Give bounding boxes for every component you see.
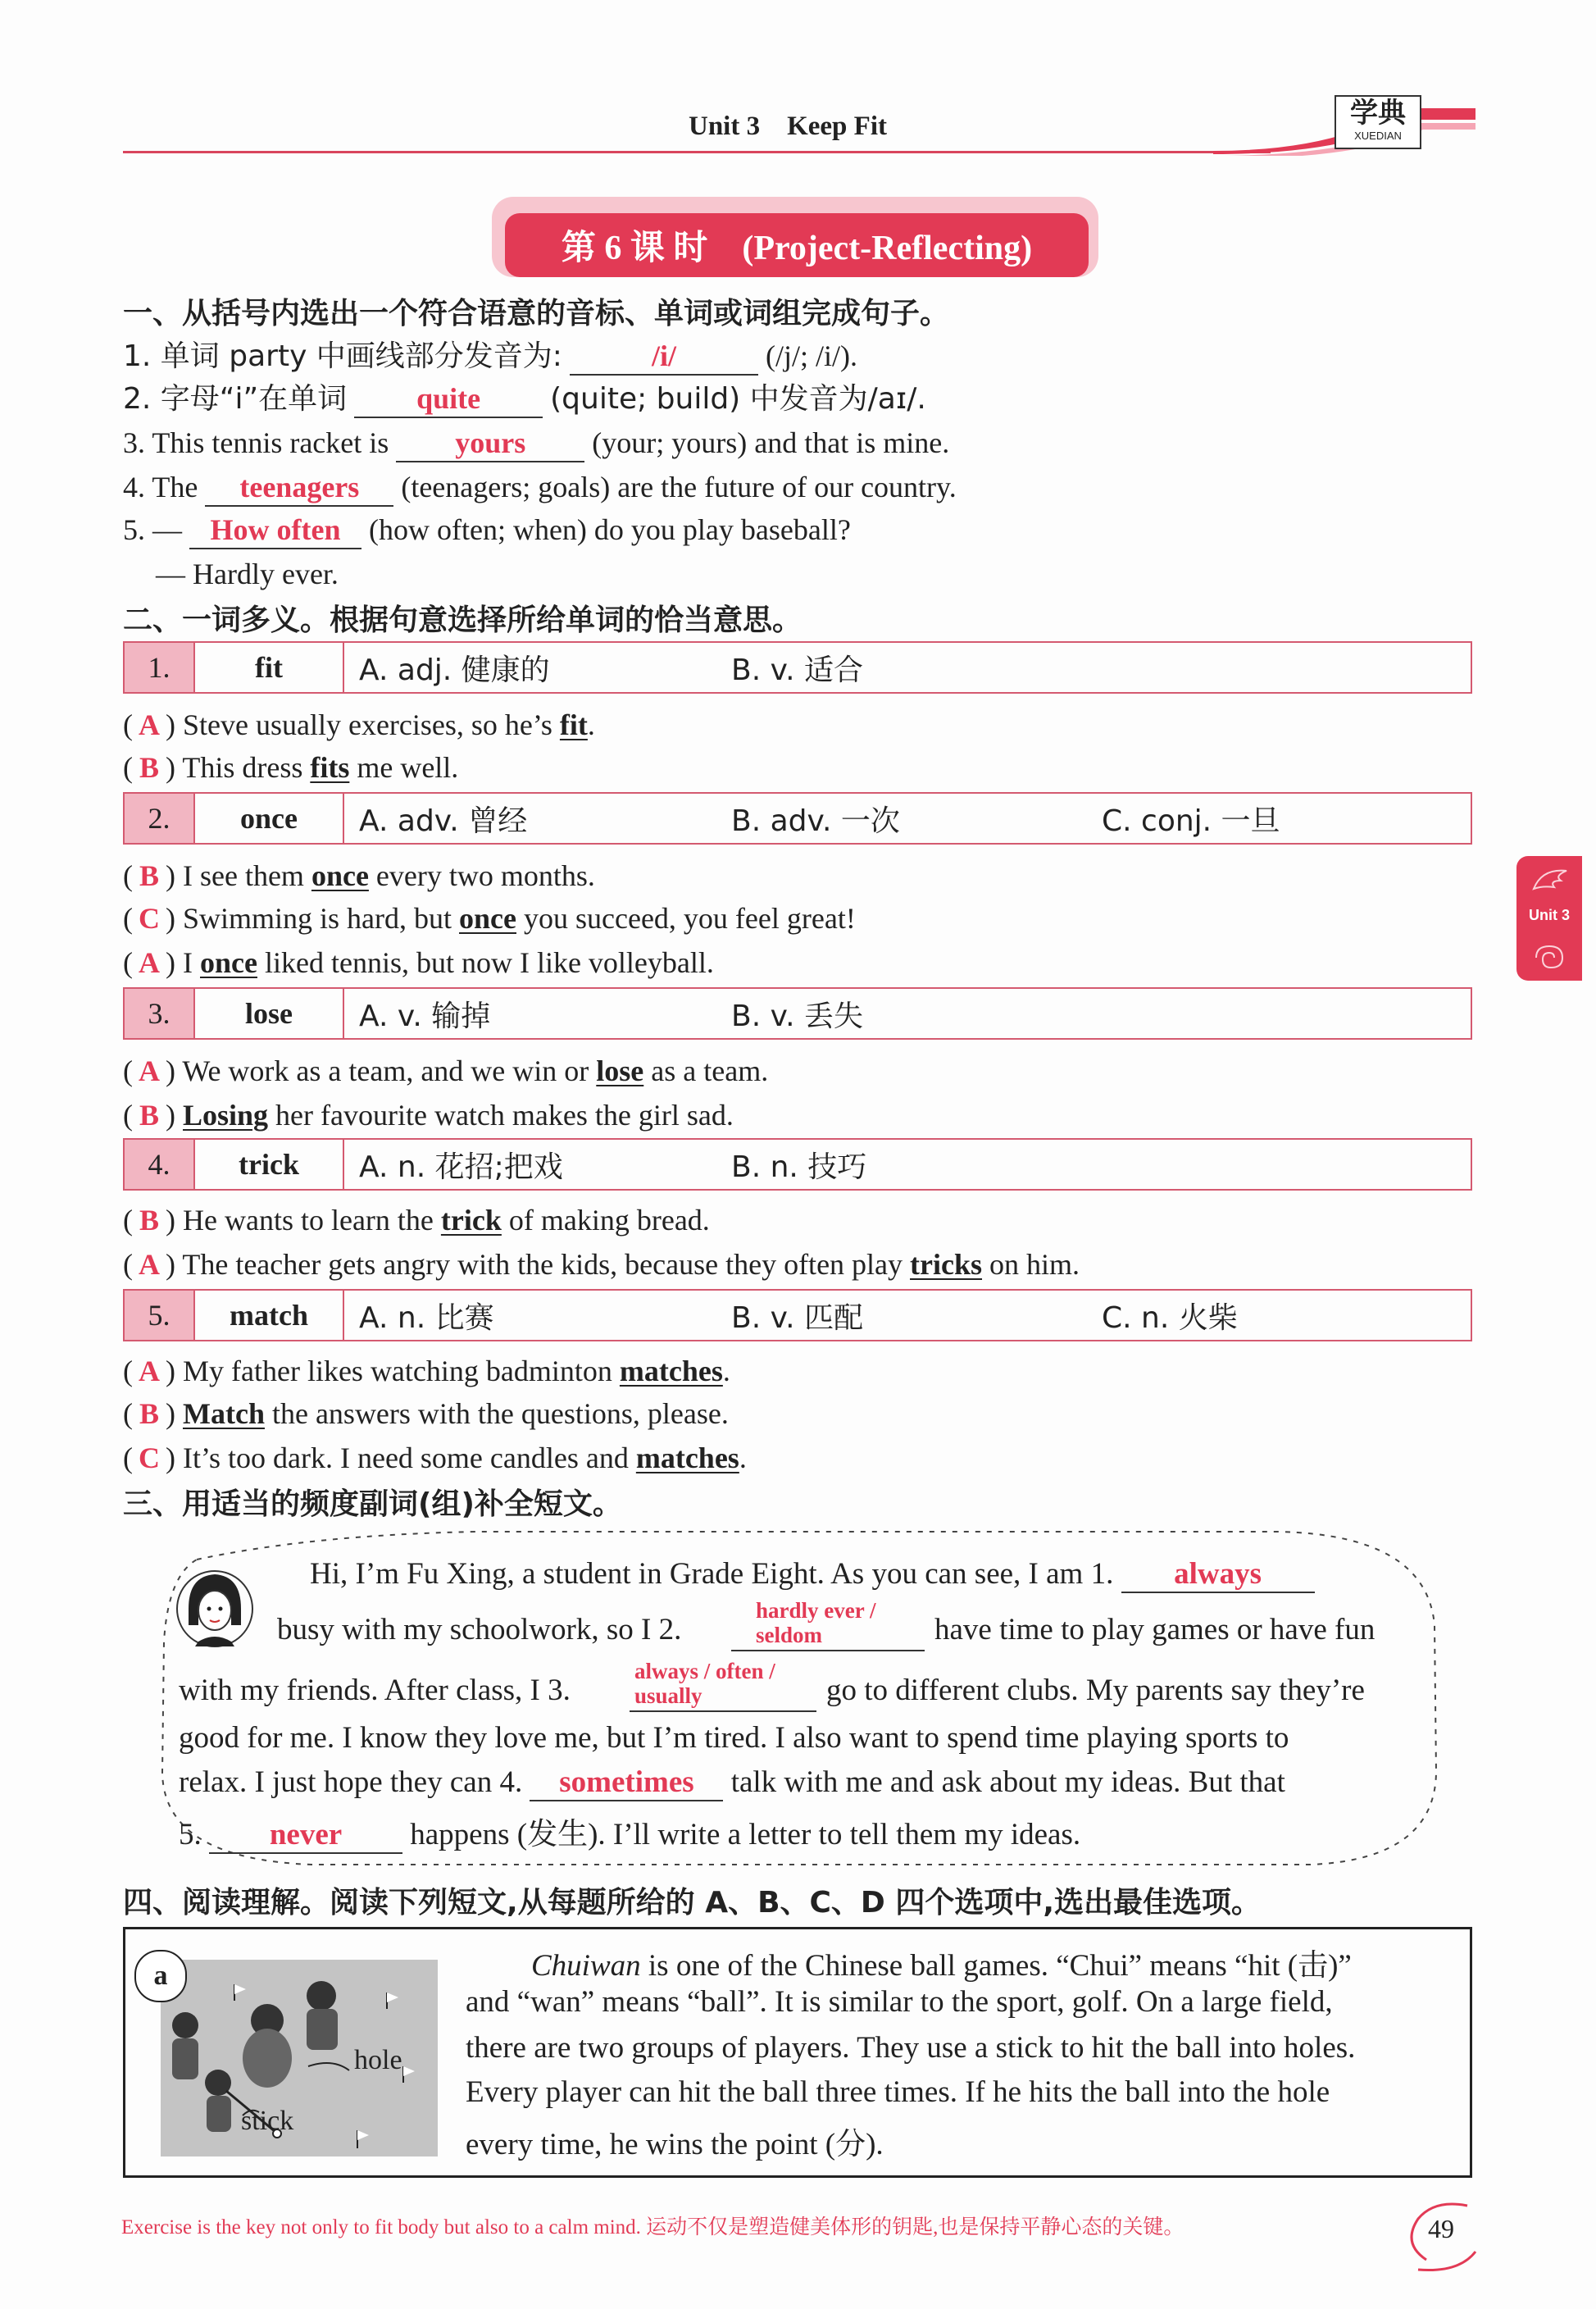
s3-line5 — [179, 1765, 1285, 1801]
s2-key: matches — [619, 1355, 723, 1387]
s2-post: her favourite watch makes the girl sad. — [268, 1099, 734, 1132]
s1-answer: teenagers — [239, 471, 360, 503]
s2-sentence: ( A ) The teacher gets angry with the kids, because they often play tricks on him. — [123, 1248, 1080, 1281]
side-tab — [1516, 856, 1582, 981]
word: match — [195, 1291, 344, 1340]
option-b: B. v. 适合 — [731, 653, 863, 687]
s1-item-1 — [123, 338, 857, 376]
passage-line1 — [531, 1940, 1352, 1984]
logo — [1335, 95, 1421, 149]
s2-sentence: ( B ) He wants to learn the trick of making bread. — [123, 1204, 710, 1236]
s3-line3a: with my friends. After class, I 3. — [179, 1674, 571, 1707]
s1-item-2 — [123, 380, 926, 418]
option-c: C. n. 火柴 — [1102, 1300, 1238, 1335]
lesson-title-text: 第 6 课 时 (Project-Reflecting) — [561, 230, 1033, 267]
s3-answer-1: always — [1174, 1557, 1262, 1591]
s1-blank — [396, 425, 584, 462]
s2-post: . — [722, 1355, 730, 1387]
s2-key: once — [311, 859, 369, 892]
s2-post: me well. — [349, 751, 459, 784]
passage-line3: there are two groups of players. They use a stick to hit the ball into holes. — [466, 2031, 1356, 2065]
s1-pre: 3. This tennis racket is — [123, 426, 389, 459]
option-c: C. conj. 一旦 — [1102, 804, 1280, 838]
word-box-fit — [123, 641, 1472, 694]
word-box-trick — [123, 1138, 1472, 1191]
s2-sentence: ( B ) Match the answers with the questions, please. — [123, 1397, 729, 1430]
footer-quote: Exercise is the key not only to fit body but also to a calm mind. 运动不仅是塑造健美体形的钥匙,也是保持平静心态的关键。 — [121, 2216, 1184, 2238]
s3-line6 — [179, 1809, 1080, 1854]
word-num: 2. — [125, 794, 195, 843]
lesson-title — [505, 213, 1089, 277]
s2-sentence: ( A ) My father likes watching badminton matches. — [123, 1355, 730, 1387]
word-num: 4. — [125, 1140, 195, 1189]
word-num: 3. — [125, 989, 195, 1038]
word-box-match — [123, 1289, 1472, 1341]
option-b: B. v. 丢失 — [731, 999, 863, 1033]
word: lose — [195, 989, 344, 1038]
s2-post: liked tennis, but now I like volleyball. — [257, 946, 714, 979]
s1-pre: 4. The — [123, 471, 198, 503]
s3-answer-3b: usually — [634, 1683, 703, 1708]
s2-post: of making bread. — [501, 1204, 710, 1236]
s2-key: once — [200, 946, 257, 979]
section1-title: 一、从括号内选出一个符合语意的音标、单词或词组完成句子。 — [123, 297, 950, 330]
s3-text: talk with me and ask about my ideas. But that — [730, 1765, 1285, 1799]
s2-answer: B — [139, 751, 159, 784]
wing-icon — [1530, 864, 1571, 897]
s3-line3b: go to different clubs. My parents say they’re — [826, 1674, 1365, 1707]
s1-item-5 — [123, 512, 851, 549]
word-num: 1. — [125, 643, 195, 692]
s1-answer: /i/ — [651, 339, 676, 372]
s3-line4: good for me. I know they love me, but I’m tired. I also want to spend time playing sports to — [179, 1721, 1289, 1755]
s2-post: you succeed, you feel great! — [516, 902, 856, 935]
s2-answer: C — [139, 902, 160, 935]
s2-key: Match — [183, 1397, 265, 1430]
s2-post: on him. — [982, 1248, 1080, 1281]
s2-answer: A — [139, 1248, 160, 1281]
s2-sentence: ( B ) This dress fits me well. — [123, 751, 459, 784]
s1-item-3 — [123, 425, 949, 462]
s3-answer-2a: hardly ever / — [756, 1598, 876, 1623]
s2-key: matches — [635, 1441, 739, 1474]
s1-post: (your; yours) and that is mine. — [592, 426, 950, 459]
s1-blank — [205, 469, 393, 507]
s1-blank — [189, 512, 361, 549]
logo-en: XUEDIAN — [1354, 130, 1402, 142]
s3-answer-5: never — [269, 1818, 343, 1851]
side-tab-label: Unit 3 — [1528, 907, 1570, 923]
passage-text: is one of the Chinese ball games. “Chui” means “hit (击)” — [640, 1949, 1352, 1983]
s2-post: . — [739, 1441, 747, 1474]
s2-answer: B — [139, 1099, 159, 1132]
word-box-lose — [123, 987, 1472, 1040]
s3-line2a: busy with my schoolwork, so I 2. — [277, 1613, 682, 1646]
word: once — [195, 794, 344, 843]
section2-title: 二、一词多义。根据句意选择所给单词的恰当意思。 — [123, 603, 803, 637]
s2-key: Losing — [183, 1099, 269, 1132]
word-box-once — [123, 792, 1472, 845]
s1-answer: quite — [416, 382, 481, 415]
s3-text: 5. — [179, 1818, 202, 1851]
s2-answer: B — [139, 1204, 159, 1236]
s3-blank-5 — [209, 1817, 402, 1854]
logo-cn: 学典 — [1350, 97, 1406, 130]
s2-key: once — [459, 902, 516, 935]
s3-text: happens (发生). I’ll write a letter to tell them my ideas. — [410, 1818, 1081, 1851]
section4-title: 四、阅读理解。阅读下列短文,从每题所给的 A、B、C、D 四个选项中,选出最佳选项。 — [123, 1886, 1262, 1920]
word: trick — [195, 1140, 344, 1189]
s2-sentence: ( A ) Steve usually exercises, so he’s fit. — [123, 708, 595, 741]
s2-sentence: ( B ) I see them once every two months. — [123, 859, 595, 892]
illustration — [161, 1960, 438, 2156]
unit-title: Unit 3 Keep Fit — [689, 112, 887, 141]
swirl-icon — [1531, 941, 1569, 974]
option-a: A. n. 花招;把戏 — [359, 1150, 563, 1184]
s1-pre: 2. 字母“i”在单词 — [123, 382, 348, 416]
s2-answer: C — [139, 1441, 160, 1474]
s1-post: (how often; when) do you play baseball? — [369, 513, 851, 546]
s2-pre: It’s too dark. I need some candles and — [183, 1441, 636, 1474]
s2-pre: I — [183, 946, 200, 979]
s2-answer: A — [139, 1355, 160, 1387]
s2-post: every two months. — [368, 859, 595, 892]
img-hole-label: hole — [354, 2045, 402, 2075]
s2-sentence: ( C ) It’s too dark. I need some candles and matches. — [123, 1441, 747, 1474]
s2-pre: The teacher gets angry with the kids, because they often play — [182, 1248, 911, 1281]
header-rule — [123, 151, 1271, 153]
s1-blank — [354, 380, 543, 418]
s2-pre: Steve usually exercises, so he’s — [183, 708, 560, 741]
s2-pre: We work as a team, and we win or — [182, 1054, 597, 1087]
s2-sentence: ( A ) We work as a team, and we win or lose as a team. — [123, 1054, 769, 1087]
s1-blank — [570, 338, 758, 376]
s1-post: (teenagers; goals) are the future of our country. — [401, 471, 957, 503]
word: fit — [195, 643, 344, 692]
option-b: B. adv. 一次 — [731, 804, 900, 838]
s2-key: lose — [596, 1054, 644, 1087]
s2-key: tricks — [910, 1248, 983, 1281]
s1-answer: How often — [210, 513, 341, 546]
passage-line5: every time, he wins the point (分). — [466, 2128, 884, 2161]
s2-key: trick — [440, 1204, 502, 1236]
option-a: A. adj. 健康的 — [359, 653, 550, 687]
passage-label — [134, 1950, 187, 2002]
s2-post: as a team. — [643, 1054, 769, 1087]
s1-post: (quite; build) 中发音为/aɪ/. — [550, 382, 926, 416]
s2-answer: A — [139, 708, 160, 741]
img-stick-label: stick — [241, 2106, 294, 2136]
s3-line1 — [310, 1556, 1315, 1593]
s2-sentence: ( A ) I once liked tennis, but now I like volleyball. — [123, 946, 714, 979]
s2-answer: A — [139, 1054, 160, 1087]
s2-post: . — [587, 708, 595, 741]
s2-key: fit — [559, 708, 588, 741]
s1-item-4 — [123, 469, 957, 507]
s2-sentence: ( C ) Swimming is hard, but once you succeed, you feel great! — [123, 902, 856, 935]
s2-key: fits — [310, 751, 350, 784]
option-b: B. n. 技巧 — [731, 1150, 867, 1184]
s2-pre: Swimming is hard, but — [183, 902, 460, 935]
s3-answer-4: sometimes — [559, 1765, 694, 1799]
s3-line2b: have time to play games or have fun — [934, 1613, 1375, 1646]
s3-blank-1 — [1121, 1556, 1315, 1593]
option-a: A. n. 比赛 — [359, 1300, 494, 1335]
option-b: B. v. 匹配 — [731, 1300, 863, 1335]
s2-post: the answers with the questions, please. — [264, 1397, 729, 1430]
s2-pre: This dress — [182, 751, 311, 784]
s2-sentence: ( B ) Losing her favourite watch makes the girl sad. — [123, 1099, 734, 1132]
s1-post: (/j/; /i/). — [765, 339, 857, 372]
s1-answer: yours — [455, 426, 526, 459]
s3-text: Hi, I’m Fu Xing, a student in Grade Eight. As you can see, I am 1. — [310, 1557, 1114, 1591]
s1-pre: 5. — — [123, 513, 182, 546]
s2-pre: My father likes watching badminton — [183, 1355, 620, 1387]
section3-title: 三、用适当的频度副词(组)补全短文。 — [123, 1487, 622, 1521]
word-num: 5. — [125, 1291, 195, 1340]
s2-answer: B — [139, 859, 159, 892]
s3-text: relax. I just hope they can 4. — [179, 1765, 523, 1799]
s1-pre: 1. 单词 party 中画线部分发音为: — [123, 339, 562, 373]
s2-answer: A — [139, 946, 160, 979]
s3-blank-4 — [530, 1765, 723, 1801]
option-a: A. adv. 曾经 — [359, 804, 528, 838]
s3-answer-3a: always / often / — [634, 1659, 775, 1683]
girl-avatar — [174, 1560, 256, 1658]
s1-reply: — Hardly ever. — [156, 558, 339, 590]
s2-answer: B — [139, 1397, 159, 1430]
passage-term: Chuiwan — [531, 1949, 641, 1983]
passage-line2: and “wan” means “ball”. It is similar to the sport, golf. On a large field, — [466, 1985, 1333, 2019]
option-a: A. v. 输掉 — [359, 999, 491, 1033]
s3-answer-2b: seldom — [756, 1623, 822, 1647]
passage-label-text: a — [153, 1961, 168, 1991]
passage-line4: Every player can hit the ball three times. If he hits the ball into the hole — [466, 2075, 1330, 2109]
s2-pre: I see them — [183, 859, 311, 892]
header — [0, 0, 1596, 164]
page-number: 49 — [1428, 2214, 1454, 2243]
s2-pre: He wants to learn the — [183, 1204, 441, 1236]
